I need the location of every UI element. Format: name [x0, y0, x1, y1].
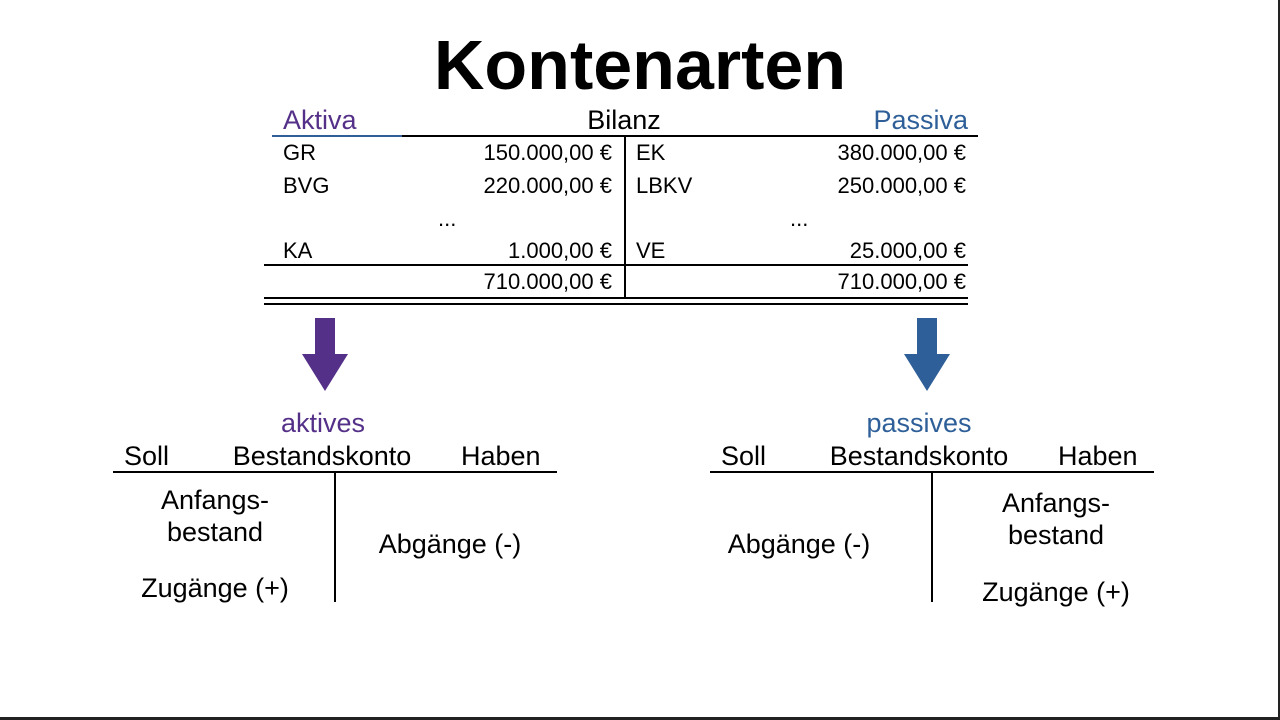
- aktiv-anfangsbestand-line1: Anfangs-: [160, 485, 270, 515]
- aktiva-ellipsis: ...: [438, 206, 457, 231]
- aktiv-account-name: Bestandskonto: [232, 441, 412, 471]
- aktiv-abgaenge: Abgänge (-): [378, 529, 522, 559]
- passiv-abgaenge: Abgänge (-): [727, 529, 871, 559]
- aktiva-row-value: 220.000,00 €: [483, 173, 612, 198]
- arrow-down-passiv-icon: [902, 318, 952, 392]
- passiva-row-value: 25.000,00 €: [849, 238, 966, 263]
- bilanz-sum-line: [264, 264, 968, 266]
- passiv-t-account-vline: [931, 473, 933, 602]
- passives-title: passives: [866, 408, 972, 438]
- passiva-total: 710.000,00 €: [837, 269, 966, 294]
- passiva-ellipsis: ...: [790, 206, 809, 231]
- passiva-row-value: 380.000,00 €: [837, 140, 966, 165]
- passiva-label: Passiva: [873, 105, 968, 135]
- passiv-anfangsbestand-line1: Anfangs-: [1001, 488, 1111, 518]
- aktiv-t-account-vline: [334, 473, 336, 602]
- bilanz-double-line-2: [264, 303, 968, 305]
- aktiva-row-value: 1.000,00 €: [508, 238, 612, 263]
- passiv-account-name: Bestandskonto: [829, 441, 1009, 471]
- aktiva-row-value: 150.000,00 €: [483, 140, 612, 165]
- page-title: Kontenarten: [433, 26, 847, 104]
- aktiv-soll-label: Soll: [124, 441, 170, 471]
- passiv-soll-label: Soll: [721, 441, 767, 471]
- passiva-row-name: EK: [636, 140, 666, 165]
- aktiv-zugaenge: Zugänge (+): [141, 573, 289, 603]
- passiva-row-name: LBKV: [636, 173, 693, 198]
- aktiva-row-name: BVG: [283, 173, 330, 198]
- aktiva-row-name: GR: [283, 140, 316, 165]
- aktiva-total: 710.000,00 €: [483, 269, 612, 294]
- passiv-anfangsbestand-line2: bestand: [1007, 520, 1105, 550]
- bilanz-header-line: [402, 135, 978, 137]
- passiv-zugaenge: Zugänge (+): [982, 577, 1130, 607]
- bilanz-label: Bilanz: [587, 105, 661, 135]
- aktiv-anfangsbestand-line2: bestand: [166, 517, 264, 547]
- bilanz-divider: [624, 137, 626, 299]
- passiva-row-value: 250.000,00 €: [837, 173, 966, 198]
- passiva-row-name: VE: [636, 238, 666, 263]
- aktives-title: aktives: [280, 408, 366, 438]
- aktiv-haben-label: Haben: [461, 441, 541, 471]
- bilanz-header-accent-line: [272, 135, 402, 137]
- bilanz-double-line-1: [264, 297, 968, 299]
- aktiva-row-name: KA: [283, 238, 313, 263]
- aktiva-label: Aktiva: [283, 105, 357, 135]
- arrow-down-aktiv-icon: [300, 318, 350, 392]
- passiv-haben-label: Haben: [1058, 441, 1138, 471]
